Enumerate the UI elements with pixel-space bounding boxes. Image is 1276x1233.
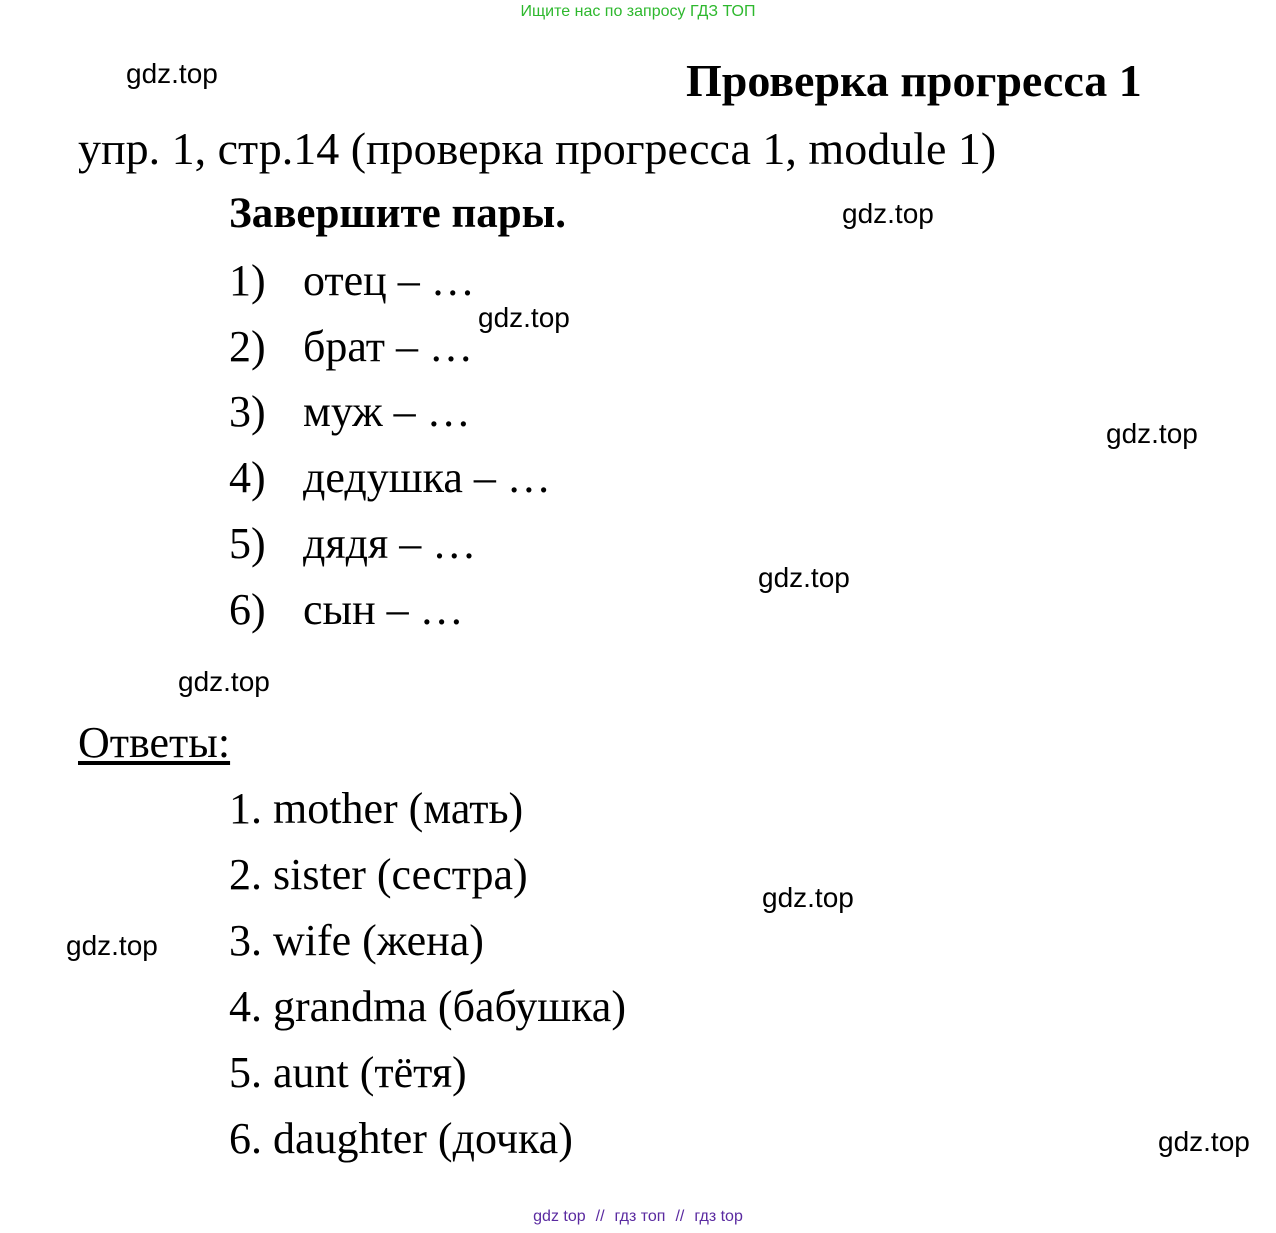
page-title: Проверка прогресса 1 (686, 55, 1142, 106)
watermark: gdz.top (126, 58, 218, 89)
item-number: 4) (229, 453, 266, 502)
item-number: 6) (229, 585, 266, 634)
answer-item: 4. grandma (бабушка) (229, 982, 626, 1031)
top-banner[interactable] (0, 2, 1276, 22)
item-text: дядя – … (303, 519, 477, 568)
item-text: сын – … (303, 585, 464, 634)
answers-heading: Ответы: (78, 718, 231, 767)
footer-link[interactable]: гдз топ (614, 1208, 666, 1225)
exercise-item (229, 321, 473, 373)
watermark: gdz.top (478, 302, 570, 333)
item-text: отец – … (303, 256, 475, 305)
item-text: дедушка – … (303, 453, 551, 502)
watermark: gdz.top (762, 882, 854, 913)
footer-links (0, 1207, 1276, 1227)
exercise-item (229, 255, 475, 307)
item-number: 1) (229, 256, 266, 305)
footer-separator: // (675, 1208, 685, 1225)
footer-separator: // (595, 1208, 605, 1225)
item-number: 2) (229, 322, 266, 371)
footer-link[interactable]: gdz top (533, 1208, 586, 1225)
watermark: gdz.top (1158, 1126, 1250, 1157)
answer-item: 1. mother (мать) (229, 784, 524, 833)
watermark: gdz.top (178, 666, 270, 697)
footer-link[interactable]: гдз top (694, 1208, 743, 1225)
exercise-item (229, 452, 551, 504)
item-text: брат – … (303, 322, 474, 371)
banner-text[interactable]: Ищите нас по запросу ГДЗ ТОП (520, 3, 756, 20)
watermark: gdz.top (842, 198, 934, 229)
item-text: муж – … (303, 387, 471, 436)
item-number: 3) (229, 387, 266, 436)
answer-item: 3. wife (жена) (229, 916, 484, 965)
watermark: gdz.top (1106, 418, 1198, 449)
task-instruction: Завершите пары. (229, 190, 566, 237)
answer-item: 5. aunt (тётя) (229, 1048, 467, 1097)
watermark: gdz.top (758, 562, 850, 593)
answer-item: 2. sister (сестра) (229, 850, 528, 899)
exercise-item (229, 518, 476, 570)
answer-item: 6. daughter (дочка) (229, 1114, 573, 1163)
exercise-item (229, 386, 471, 438)
exercise-item (229, 584, 464, 636)
watermark: gdz.top (66, 930, 158, 961)
item-number: 5) (229, 519, 266, 568)
exercise-subtitle: упр. 1, стр.14 (проверка прогресса 1, module 1) (78, 123, 997, 174)
